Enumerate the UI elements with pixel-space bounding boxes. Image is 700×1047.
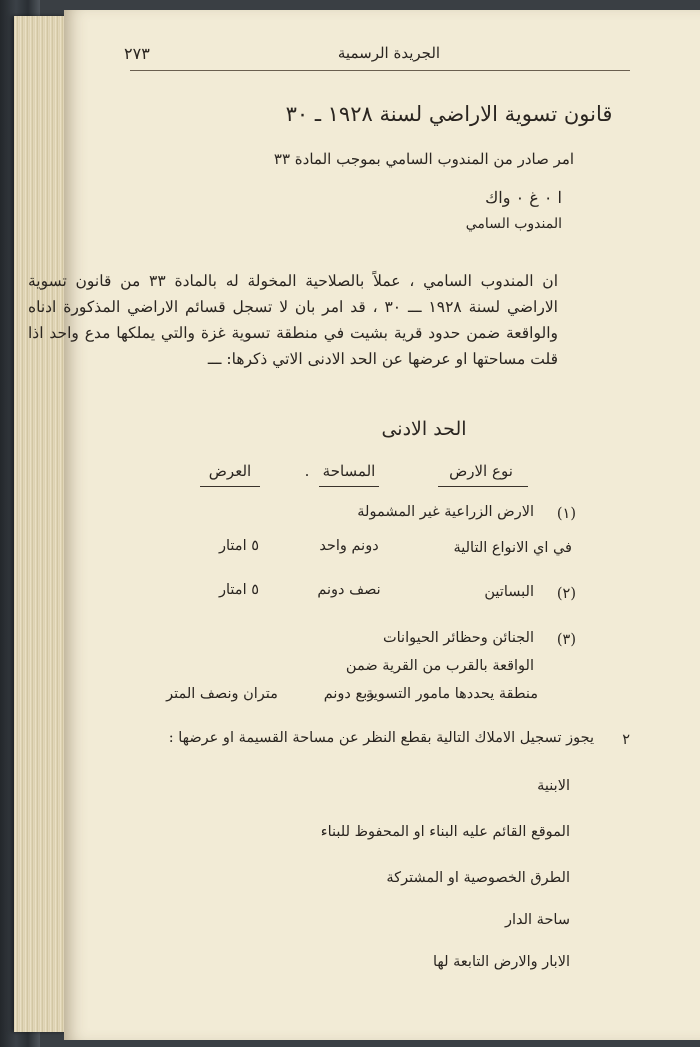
row1-type-line2: في اي الانواع التالية: [453, 540, 572, 556]
col-underline-type: [438, 486, 528, 487]
signature-code: ا ٠ غ ٠ واك: [485, 188, 562, 207]
col-header-area: المساحة: [322, 462, 376, 480]
list-item: ساحة الدار: [504, 912, 570, 928]
row1-area: دونم واحد: [319, 538, 379, 554]
clause2-text: يجوز تسجيل الاملاك التالية بقطع النظر عن مساحة القسيمة او عرضها :: [168, 730, 594, 746]
row2-number: (٢): [556, 586, 576, 602]
running-title: الجريدة الرسمية: [337, 44, 441, 62]
list-item: الابار والارض التابعة لها: [433, 954, 570, 970]
row3-type-line3: منطقة يحددها مامور التسوية: [365, 686, 538, 702]
row1-number: (١): [556, 506, 576, 522]
row3-type-line1: الجنائن وحظائر الحيوانات: [382, 630, 534, 646]
row3-area: ربع دونم: [323, 686, 375, 702]
list-item: الموقع القائم عليه البناء او المحفوظ للبناء: [320, 824, 570, 840]
row2-width: ٥ امتار: [219, 582, 259, 598]
col-underline-width: [200, 486, 260, 487]
row2-type-line1: البساتين: [484, 584, 534, 600]
page-number: ٢٧٣: [124, 44, 150, 63]
row3-width: متران ونصف المتر: [166, 686, 278, 702]
list-item: الابنية: [537, 778, 570, 794]
law-title: قانون تسوية الاراضي لسنة ١٩٢٨ ـ ٣٠: [285, 102, 613, 126]
row3-number: (٣): [556, 632, 576, 648]
row1-type-line1: الارض الزراعية غير المشمولة: [357, 504, 534, 520]
section-title: الحد الادنى: [381, 418, 467, 440]
header-rule: [130, 70, 630, 71]
col-header-type: نوع الارض: [449, 462, 513, 480]
header-dot: .: [304, 462, 310, 480]
row2-area: نصف دونم: [317, 582, 381, 598]
order-paragraph: ان المندوب السامي ، عملاً بالصلاحية المخولة له بالمادة ٣٣ من قانون تسوية الاراضي لسنة ١٩٢٨ ـــ ٣٠ ، قد امر بان لا تسجل قسائم الاراضي المذكورة ادناه والواقعة ضمن حدود قرية بشيت في منطقة تسوية غزة والتي يملكها مدع واحد اذا قلت مساحتها او عرضها عن الحد الادنى الاتي ذكرها: ـــ: [28, 272, 558, 368]
list-item: الطرق الخصوصية او المشتركة: [386, 870, 570, 886]
clause2-number: ٢: [622, 732, 630, 748]
gazette-page: [28, 10, 700, 1040]
col-underline-area: [319, 486, 379, 487]
signature-title: المندوب السامي: [465, 216, 562, 232]
row1-width: ٥ امتار: [219, 538, 259, 554]
order-subtitle: امر صادر من المندوب السامي بموجب المادة ٣٣: [273, 150, 575, 168]
col-header-width: العرض: [208, 462, 252, 480]
row3-type-line2: الواقعة بالقرب من القرية ضمن: [345, 658, 534, 674]
